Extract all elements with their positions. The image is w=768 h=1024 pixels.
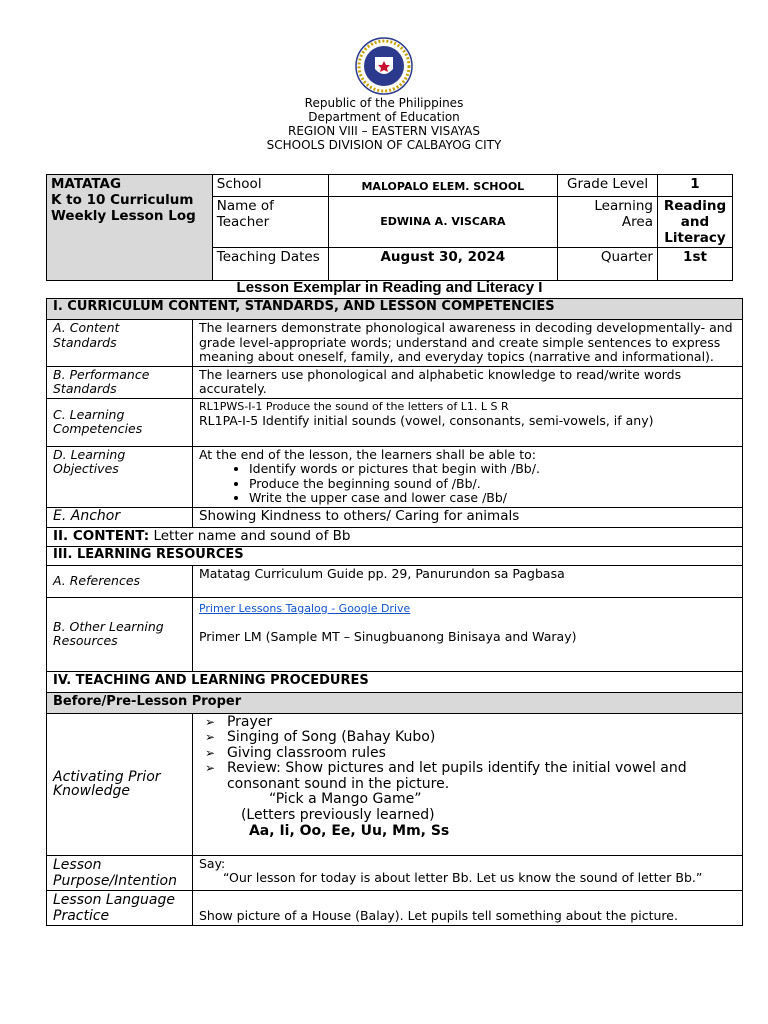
header-line-republic: Republic of the Philippines bbox=[304, 96, 464, 110]
learning-area-label: Learning Area bbox=[558, 197, 658, 248]
competency-2: RL1PA-I-5 Identify initial sounds (vowel, consonants, semi-vowels, if any) bbox=[198, 413, 654, 428]
grade-level-value: 1 bbox=[657, 175, 732, 197]
references-text: Matatag Curriculum Guide pp. 29, Panurundon sa Pagbasa bbox=[192, 565, 742, 597]
content-label: II. CONTENT: bbox=[53, 527, 150, 544]
previous-letters: Aa, Ii, Oo, Ee, Uu, Mm, Ss bbox=[248, 823, 450, 839]
before-lesson-heading: Before/Pre-Lesson Proper bbox=[47, 692, 743, 713]
quarter-value: 1st bbox=[657, 248, 732, 281]
learning-objectives-label: D. Learning Objectives bbox=[47, 446, 193, 507]
teacher-label: Name of Teacher bbox=[212, 197, 328, 248]
lesson-log-info-table bbox=[46, 174, 733, 281]
prior-knowledge bbox=[192, 713, 742, 855]
learning-competencies-label: C. Learning Competencies bbox=[47, 398, 193, 446]
objective-item: • Write the upper case and lower case /Bb/ bbox=[249, 491, 736, 506]
teaching-dates-label: Teaching Dates bbox=[212, 248, 328, 281]
content-standards-label: A. Content Standards bbox=[47, 320, 193, 367]
game-note: (Letters previously learned) bbox=[240, 806, 435, 823]
objective-item: • Identify words or pictures that begin with /Bb/. bbox=[249, 462, 736, 477]
anchor-text: Showing Kindness to others/ Caring for animals bbox=[192, 507, 742, 527]
purpose-say: Say: bbox=[198, 855, 226, 871]
prior-item: ➢ Review: Show pictures and let pupils identify the initial vowel and consonant sound in the picture. bbox=[227, 761, 736, 792]
objective-item: • Produce the beginning sound of /Bb/. bbox=[249, 477, 736, 492]
content-row bbox=[47, 527, 743, 546]
performance-standards-text: The learners use phonological and alphabetic knowledge to read/write words accurately. bbox=[192, 366, 742, 398]
header-line-region: REGION VIII – EASTERN VISAYAS bbox=[288, 124, 480, 138]
other-resources-label: B. Other Learning Resources bbox=[47, 597, 193, 671]
objectives-intro: At the end of the lesson, the learners shall be able to: bbox=[198, 446, 536, 462]
prior-item: ➢ Singing of Song (Bahay Kubo) bbox=[227, 730, 736, 746]
content-text: Letter name and sound of Bb bbox=[153, 527, 351, 544]
primer-lessons-link[interactable]: Primer Lessons Tagalog - Google Drive bbox=[198, 601, 411, 615]
learning-competencies bbox=[192, 398, 742, 446]
section-4-heading: IV. TEACHING AND LEARNING PROCEDURES bbox=[47, 671, 743, 692]
prior-item: ➢ Giving classroom rules bbox=[227, 746, 736, 762]
performance-standards-label: B. Performance Standards bbox=[47, 366, 193, 398]
primer-lm-text: Primer LM (Sample MT – Sinugbuanong Binisaya and Waray) bbox=[198, 629, 577, 644]
header-line-department: Department of Education bbox=[308, 110, 460, 124]
school-label: School bbox=[212, 175, 328, 197]
section-3-heading: III. LEARNING RESOURCES bbox=[47, 546, 743, 565]
other-resources bbox=[192, 597, 742, 671]
purpose-text: “Our lesson for today is about letter Bb. Let us know the sound of letter Bb.” bbox=[222, 870, 703, 885]
competency-1: RL1PWS-I-1 Produce the sound of the letters of L1. L S R bbox=[198, 399, 509, 413]
teaching-dates-value: August 30, 2024 bbox=[328, 248, 558, 281]
section-1-heading: I. CURRICULUM CONTENT, STANDARDS, AND LESSON COMPETENCIES bbox=[47, 299, 743, 320]
anchor-label: E. Anchor bbox=[47, 507, 193, 527]
language-practice-label: Lesson Language Practice bbox=[47, 890, 193, 925]
teacher-value: EDWINA A. VISCARA bbox=[328, 197, 558, 248]
deped-seal-logo bbox=[355, 37, 413, 95]
grade-level-label: Grade Level bbox=[558, 175, 658, 197]
learning-objectives bbox=[192, 446, 742, 507]
agency-header bbox=[0, 96, 768, 152]
references-label: A. References bbox=[47, 565, 193, 597]
lesson-log-title: MATATAG K to 10 Curriculum Weekly Lesson Log bbox=[47, 175, 213, 281]
content-standards-text: The learners demonstrate phonological awareness in decoding developmentally- and grade level-appropriate words; understand and create simple sentences to express meaning about oneself, family, and everyday topics (narrative and informational). bbox=[192, 320, 742, 367]
game-title: “Pick a Mango Game” bbox=[268, 791, 422, 807]
lesson-purpose-label: Lesson Purpose/Intention bbox=[47, 855, 193, 890]
prior-knowledge-label: Activating Prior Knowledge bbox=[47, 713, 193, 855]
prior-item: ➢ Prayer bbox=[227, 715, 736, 731]
lesson-purpose bbox=[192, 855, 742, 890]
header-line-division: SCHOOLS DIVISION OF CALBAYOG CITY bbox=[266, 138, 502, 152]
quarter-label: Quarter bbox=[558, 248, 658, 281]
language-practice-text: Show picture of a House (Balay). Let pupils tell something about the picture. bbox=[192, 890, 742, 925]
exemplar-title: Lesson Exemplar in Reading and Literacy I bbox=[236, 279, 543, 296]
learning-area-value: Reading and Literacy bbox=[657, 197, 732, 248]
lesson-exemplar-table bbox=[46, 298, 743, 926]
school-value: MALOPALO ELEM. SCHOOL bbox=[328, 175, 558, 197]
